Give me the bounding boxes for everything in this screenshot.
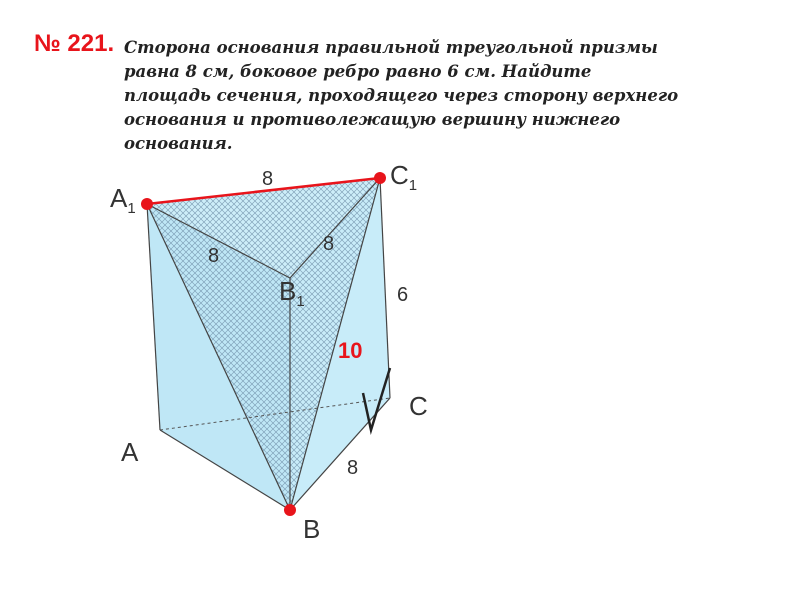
problem-line: равна 8 см, боковое ребро равно 6 см. Найдите — [124, 62, 592, 81]
length-label-bc1: 10 — [338, 338, 363, 363]
vertex-point-a1 — [141, 198, 153, 210]
length-label-a1b1: 8 — [208, 245, 220, 267]
vertex-point-b — [284, 504, 296, 516]
length-label-b1c1: 8 — [323, 233, 335, 255]
length-label-a1c1: 8 — [262, 168, 274, 190]
problem-line: Сторона основания правильной треугольной призмы — [124, 38, 658, 57]
vertex-label-b: B — [303, 514, 321, 544]
vertex-label-a: A — [121, 437, 139, 467]
problem-line: основания. — [124, 134, 233, 153]
problem-line: площадь сечения, проходящего через сторону верхнего — [124, 86, 679, 105]
vertex-label-a1: $A_1$ — [110, 183, 136, 217]
vertex-label-c: C — [409, 391, 428, 421]
length-label-cc1: 6 — [397, 284, 409, 306]
vertex-label-c1: $C_1$ — [390, 160, 418, 194]
vertex-label-b1: $B_1$ — [279, 276, 305, 310]
vertex-point-c1 — [374, 172, 386, 184]
problem-line: основания и противолежащую вершину нижнего — [124, 110, 621, 129]
length-label-bc: 8 — [347, 457, 359, 479]
problem-number: № 221. — [34, 30, 115, 57]
